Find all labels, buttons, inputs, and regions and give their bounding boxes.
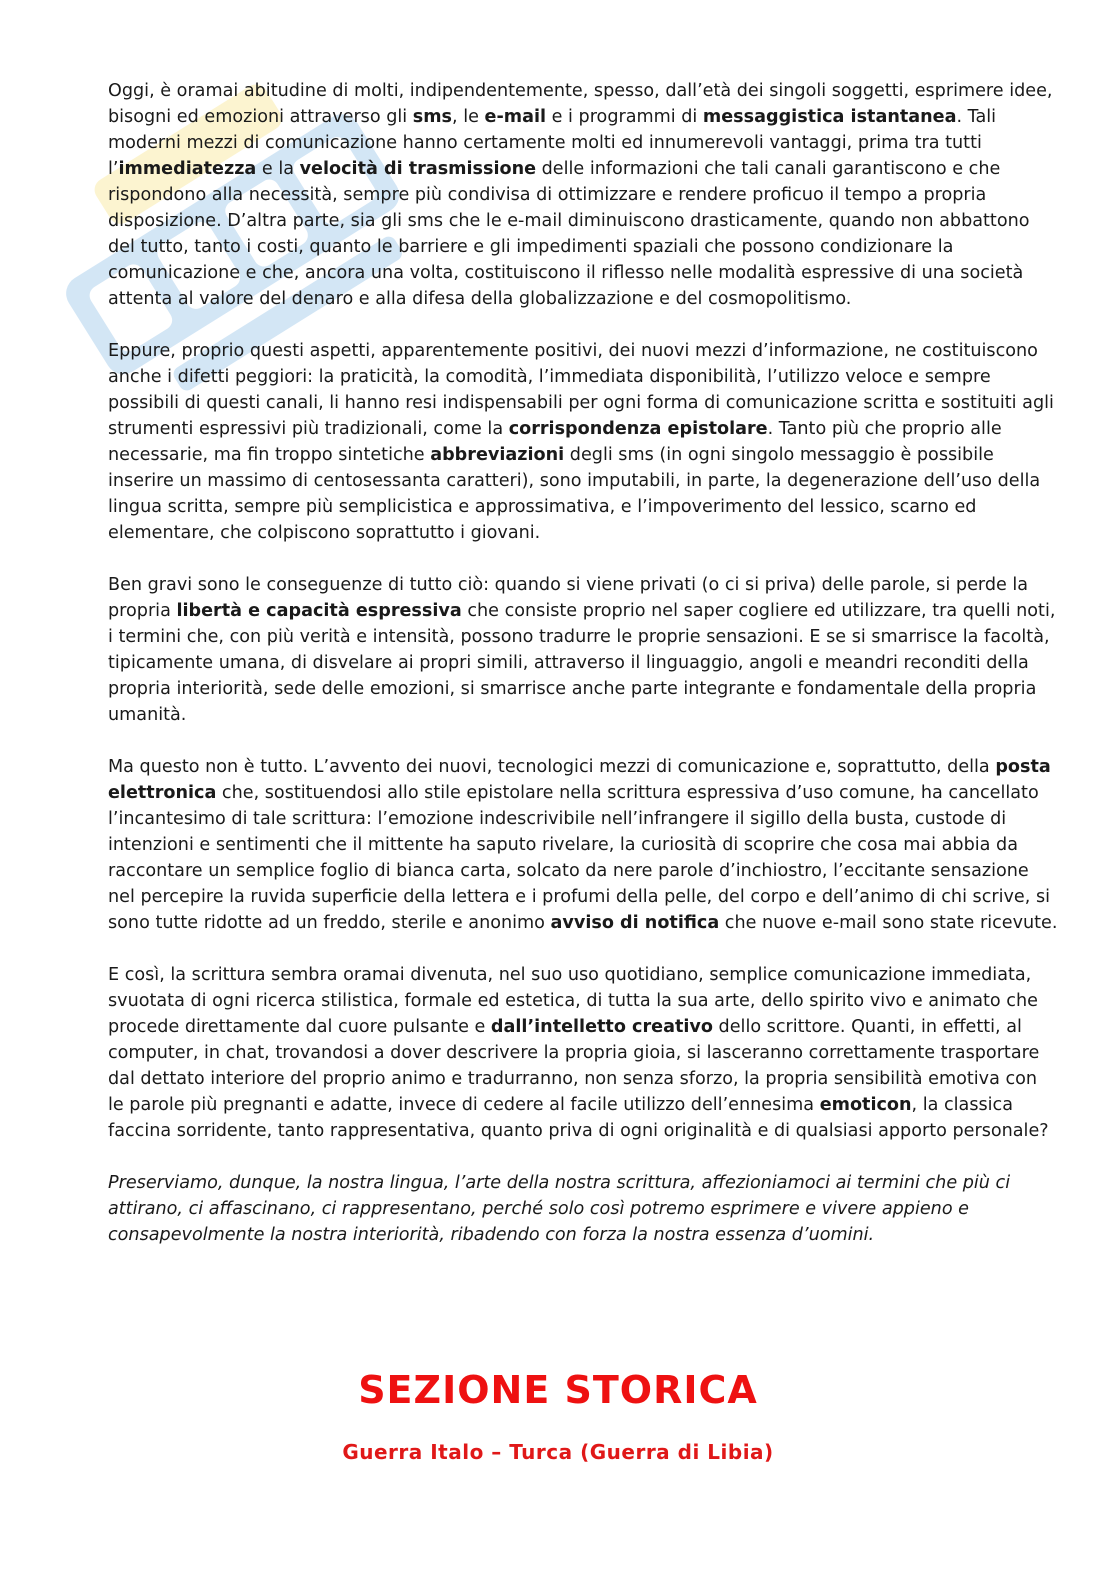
text-run: che consiste proprio nel saper cogliere ed utilizzare, tra quelli noti, i termini che, con più verità e intensità, possono tradurre le proprie sensazioni. E se si smarrisce la facoltà, tipicamente umana, di disvelare ai propri simili, attraverso il linguaggio, angoli e meandri reconditi della propria interiorità, sede delle emozioni, si smarrisce anche parte integrante e fondamentale della propria umanità. bbox=[108, 601, 1056, 725]
text-run: dello scrittore. Quanti, in effetti, al computer, in chat, trovandosi a dover descrivere la propria gioia, si lasceranno correttamente trasportare dal dettato interiore del proprio animo e tradurranno, non senza sforzo, la propria sensibilità emotiva con le parole più pregnanti e adatte, invece di cedere al facile utilizzo dell’ennesima bbox=[108, 1017, 1040, 1115]
bold-term: messaggistica istantanea bbox=[702, 107, 957, 127]
document-body bbox=[108, 78, 1058, 1274]
text-run: E così, la scrittura sembra oramai divenuta, nel suo uso quotidiano, semplice comunicazione immediata, svuotata di ogni ricerca stilistica, formale ed estetica, di tutta la sua arte, dello spirito vivo e animato che procede direttamente dal cuore pulsante e bbox=[108, 965, 1038, 1037]
text-run: . Tanto più che proprio alle necessarie, ma fin troppo sintetiche bbox=[108, 419, 1002, 465]
bold-term: avviso di notifica bbox=[550, 913, 720, 933]
paragraph-3 bbox=[108, 572, 1058, 728]
bold-term: dall’intelletto creativo bbox=[490, 1017, 713, 1037]
text-run: che, sostituendosi allo stile epistolare nella scrittura espressiva d’uso comune, ha cancellato l’incantesimo di tale scrittura: l’emozione indescrivibile nell’infrangere il sigillo della busta, custode di intenzioni e sentimenti che il mittente ha saputo rivelare, la curiosità di scoprire che cosa mai abbia da raccontare un semplice foglio di bianca carta, solcato da nere parole d’inchiostro, l’eccitante sensazione nel percepire la ruvida superficie della lettera e i profumi della pelle, del corpo e dell’animo di chi scrive, si sono tutte ridotte ad un freddo, sterile e anonimo bbox=[108, 783, 1050, 933]
bold-term: sms bbox=[412, 107, 453, 127]
bold-term: velocità di trasmissione bbox=[299, 159, 537, 179]
bold-term: emoticon bbox=[819, 1095, 912, 1115]
text-run: , le bbox=[452, 107, 485, 127]
text-run: Ben gravi sono le conseguenze di tutto ciò: quando si viene privati (o ci si priva) delle parole, si perde la propria bbox=[108, 575, 1029, 621]
section-title: SEZIONE STORICA bbox=[358, 1368, 758, 1412]
closing-paragraph: Preserviamo, dunque, la nostra lingua, l’arte della nostra scrittura, affezioniamoci ai termini che più ci attirano, ci affascinano, ci rappresentano, perché solo così potremo esprimere e vivere appieno e consapevolmente la nostra interiorità, ribadendo con forza la nostra essenza d’uomini. bbox=[108, 1173, 1011, 1245]
bold-term: posta elettronica bbox=[108, 757, 1051, 803]
section-subtitle: Guerra Italo – Turca (Guerra di Libia) bbox=[342, 1440, 774, 1464]
bold-term: immediatezza bbox=[118, 159, 257, 179]
paragraph-4 bbox=[108, 754, 1058, 936]
bold-term: libertà e capacità espressiva bbox=[176, 601, 462, 621]
paragraph-2 bbox=[108, 338, 1058, 546]
paragraph-1 bbox=[108, 78, 1058, 312]
paragraph-5 bbox=[108, 962, 1058, 1144]
text-run: , la classica faccina sorridente, tanto rappresentativa, quanto priva di ogni originalità e di qualsiasi apporto personale? bbox=[108, 1095, 1049, 1141]
text-run: che nuove e-mail sono state ricevute. bbox=[719, 913, 1058, 933]
text-run: e la bbox=[256, 159, 300, 179]
text-run: . Tali moderni mezzi di comunicazione hanno certamente molti ed innumerevoli vantaggi, prima tra tutti l’ bbox=[108, 107, 997, 179]
text-run: Oggi, è oramai abitudine di molti, indipendentemente, spesso, dall’età dei singoli soggetti, esprimere idee, bisogni ed emozioni attraverso gli bbox=[108, 81, 1053, 127]
bold-term: corrispondenza epistolare bbox=[508, 419, 768, 439]
text-run: Ma questo non è tutto. L’avvento dei nuovi, tecnologici mezzi di comunicazione e, soprattutto, della bbox=[108, 757, 996, 777]
text-run: delle informazioni che tali canali garantiscono e che rispondono alla necessità, sempre più condivisa di ottimizzare e rendere proficuo il tempo a propria disposizione. D’altra parte, sia gli sms che le e-mail diminuiscono drasticamente, quando non abbattono del tutto, tanto i costi, quanto le barriere e gli impedimenti spaziali che possono condizionare la comunicazione e che, ancora una volta, costituiscono il riflesso nelle modalità espressive di una società attenta al valore del denaro e alla difesa della globalizzazione e del cosmopolitismo. bbox=[108, 159, 1030, 309]
bold-term: abbreviazioni bbox=[430, 445, 565, 465]
text-run: Eppure, proprio questi aspetti, apparentemente positivi, dei nuovi mezzi d’informazione, ne costituiscono anche i difetti peggiori: la praticità, la comodità, l’immediata disponibilità, l’utilizzo veloce e sempre possibili di questi canali, li hanno resi indispensabili per ogni forma di comunicazione scritta e sostituiti agli strumenti espressivi più tradizionali, come la bbox=[108, 341, 1054, 439]
bold-term: e-mail bbox=[484, 107, 547, 127]
text-run: e i programmi di bbox=[546, 107, 703, 127]
text-run: degli sms (in ogni singolo messaggio è possibile inserire un massimo di centosessanta caratteri), sono imputabili, in parte, la degenerazione dell’uso della lingua scritta, sempre più semplicistica e approssimativa, e l’impoverimento del lessico, scarno ed elementare, che colpiscono soprattutto i giovani. bbox=[108, 445, 1041, 543]
